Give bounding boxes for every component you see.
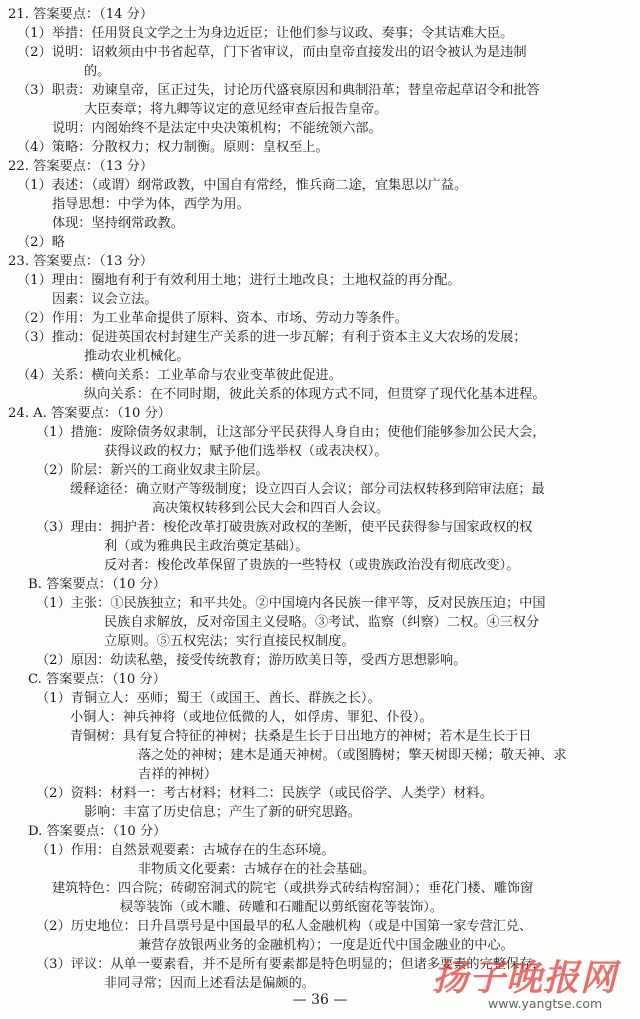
line: 利（或为雅典民主政治奠定基础）。 (104, 539, 309, 554)
line: 反对者：梭伦改革保留了贵族的一些特权（或贵族政治没有彻底改变）。 (104, 558, 520, 573)
line: 因素：议会立法。 (52, 292, 158, 307)
line: （1）表述：（或谓）纲常政教，中国自有常经，惟兵商二途，宜集思以广益。 (17, 178, 468, 193)
line: 23. 答案要点：（13 分） (8, 254, 154, 269)
watermark-logo-text: 扬子晚报网 (432, 958, 618, 999)
line: 立原则。⑤五权宪法；实行直接民权制度。 (104, 634, 355, 649)
line: 21. 答案要点：（14 分） (8, 7, 154, 22)
line: 24. A. 答案要点：（10 分） (8, 406, 171, 421)
line: （1）青铜立人：巫师；蜀王（或国王、酋长、群族之长）。 (36, 691, 381, 706)
line: （3）理由：拥护者：梭伦改革打破贵族对政权的垄断，使平民获得参与国家政权的权 (36, 520, 533, 535)
line: 兼营存放银两业务的金融机构）；一度是近代中国金融业的中心。 (138, 938, 514, 953)
line: 小铜人：神兵神将（或地位低微的人，如俘虏、罪犯、仆役）。 (70, 710, 433, 725)
line: 非同寻常；因而上述看法是偏颇的。 (104, 976, 315, 991)
line: （2）历史地位：日升昌票号是中国最早的私人金融机构（或是中国第一家专营汇兑、 (36, 919, 533, 934)
line: C. 答案要点：（10 分） (28, 672, 166, 687)
line: （2）原因：幼读私塾，接受传统教育；游历欧美日等，受西方思想影响。 (36, 653, 467, 668)
line: （2）阶层：新兴的工商业奴隶主阶层。 (36, 463, 269, 478)
line: （2）作用：为工业革命提供了原料、资本、市场、劳动力等条件。 (17, 311, 408, 326)
line: 吉祥的神树） (138, 767, 218, 782)
line: 说明：内阁始终不是法定中央决策机构；不能统领六部。 (52, 121, 382, 136)
line: （1）主张：①民族独立；和平共处。②中国境内各民族一律平等，反对民族压迫；中国 (36, 596, 546, 611)
line: 落之处的神树；建木是通天神树。（或图腾树；擎天树即天梯；敬天神、求 (138, 748, 567, 763)
line: 大臣奏章；将九卿等议定的意见经审查后报告皇帝。 (84, 102, 388, 117)
line: 建筑特色：四合院；砖砌窑洞式的院宅（或拱券式砖结构窑洞）；垂花门楼、雕饰窗 (52, 881, 534, 896)
line: B. 答案要点：（10 分） (28, 577, 166, 592)
line: （1）作用：自然景观要素：古城存在的生态环境。 (36, 843, 335, 858)
line: （1）理由：圈地有利于有效利用土地；进行土地改良；土地权益的再分配。 (17, 273, 461, 288)
page-number: — 36 — (292, 992, 348, 1008)
line: （2）略 (17, 235, 65, 250)
line: 青铜树：具有复合特征的神树；扶桑是生长于日出地方的神树；若木是生长于日 (70, 729, 532, 744)
line: 纵向关系：在不同时期，彼此关系的体现方式不同，但贯穿了现代化基本进程。 (84, 387, 546, 402)
line: （2）说明：诏敕须由中书省起草，门下省审议，而由皇帝直接发出的诏令被认为是违制 (17, 45, 527, 60)
line: （1）措施：废除债务奴隶制，让这部分平民获得人身自由；使他们能够参加公民大会， (36, 425, 546, 440)
line: 22. 答案要点：（13 分） (8, 159, 154, 174)
line: （3）评议：从单一要素看，并不是所有要素都是特色明显的；但诸多要素的完整保存， (36, 957, 546, 972)
line: 民族自求解放，反对帝国主义侵略。③考试、监察（纠察）二权。④三权分 (104, 615, 540, 630)
line: 影响：丰富了历史信息；产生了新的研究思路。 (84, 805, 361, 820)
line: 的。 (84, 64, 111, 79)
line: 体现：坚持纲常政教。 (52, 216, 184, 231)
line: 获得议政的权力；赋予他们选举权（或表决权）。 (104, 444, 388, 459)
line: 棂等装饰（或木雕、砖雕和石雕配以剪纸窗花等装饰）。 (120, 900, 444, 915)
line: 缓释途径：确立财产等级制度；设立四百人会议；部分司法权转移到陪审法庭；最 (70, 482, 545, 497)
line: （1）举措：任用贤良文学之士为身边近臣；让他们参与议政、奏事；令其诘难大臣。 (17, 26, 514, 41)
watermark-url: www.yangtse.com (488, 996, 603, 1011)
line: （2）资料：材料一：考古材料；材料二：民族学（或民俗学、人类学）材料。 (36, 786, 493, 801)
line: 高决策权转移到公民大会和四百人会议。 (152, 501, 390, 516)
line: 推动农业机械化。 (84, 349, 190, 364)
line: D. 答案要点：（10 分） (28, 824, 167, 839)
line: （3）职责：劝谏皇帝，匡正过失，讨论历代盛衰原因和典制沿革；替皇帝起草诏令和批答 (17, 83, 540, 98)
line: （4）关系：横向关系：工业革命与农业变革彼此促进。 (17, 368, 342, 383)
line: （4）策略：分散权力；权力制衡。原则：皇权至上。 (17, 140, 329, 155)
watermark (432, 950, 632, 1016)
line: （3）推动：促进英国农村封建生产关系的进一步瓦解；有利于资本主义大农场的发展； (17, 330, 527, 345)
line: 指导思想：中学为体，西学为用。 (52, 197, 250, 212)
line: 非物质文化要素：古城存在的社会基础。 (138, 862, 376, 877)
